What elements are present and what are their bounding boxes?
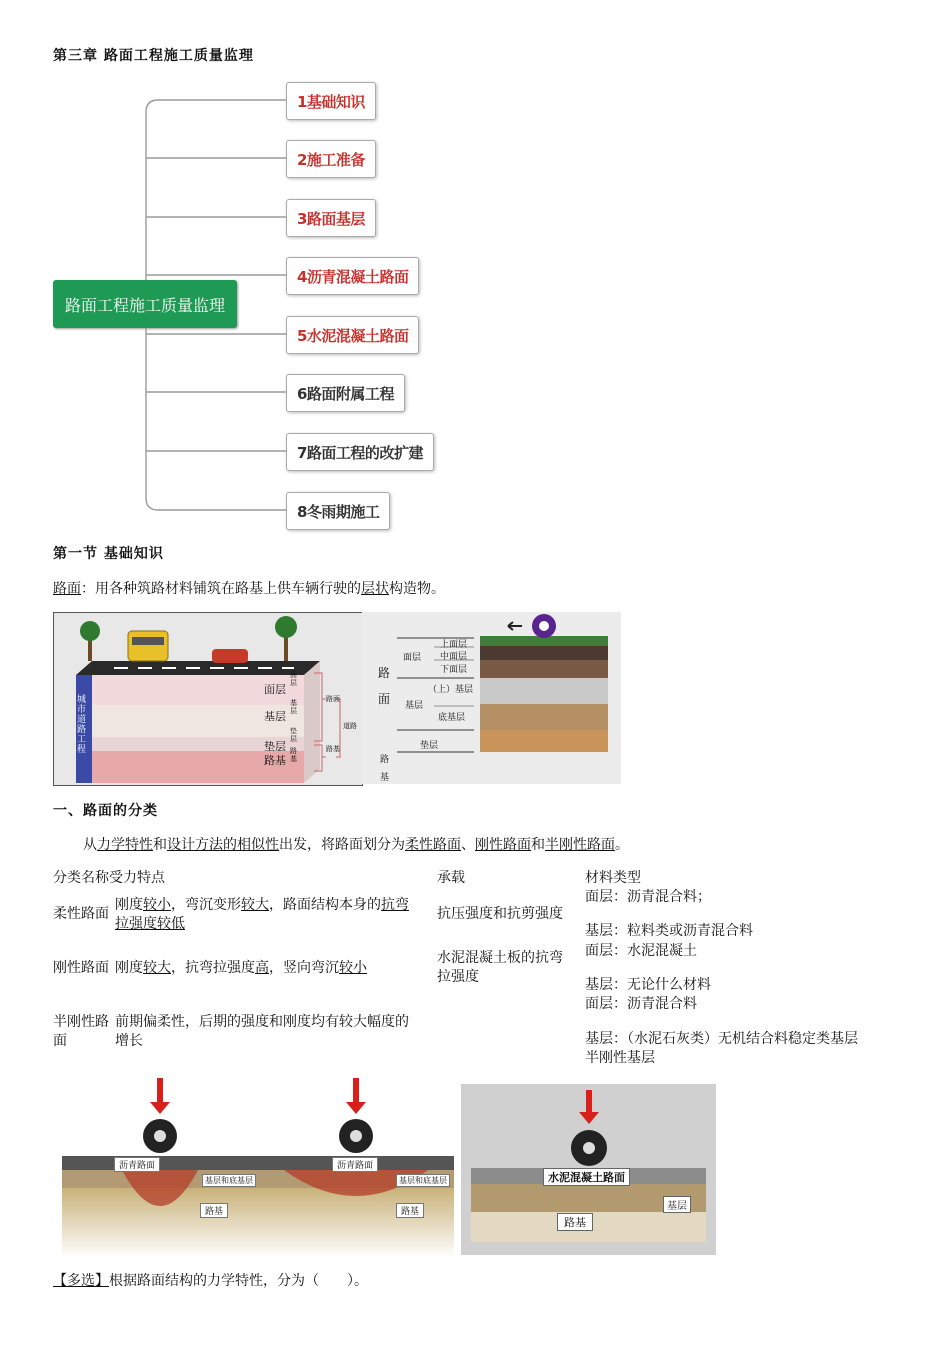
concrete-label: 水泥混凝土路面: [543, 1168, 630, 1186]
layer-section-figure: [362, 612, 621, 784]
table-header-material: 材料类型: [585, 870, 641, 886]
rigid-load: 水泥混凝土板的抗弯 拉强度: [437, 950, 563, 985]
mindmap-node-cement: 5水泥混凝土路面: [286, 316, 419, 354]
semi-rigid-feature: 前期偏柔性，后期的强度和刚度均有较大幅度的 增长: [115, 1014, 409, 1049]
asphalt-label-right: 沥青路面: [332, 1157, 378, 1172]
road-structure-figure: [53, 612, 363, 786]
small-label-surface: 面层: [290, 671, 297, 687]
surface-layer-top: 上面层: [440, 640, 468, 650]
flexible-name: 柔性路面: [53, 906, 109, 922]
rigid-material-base: 基层：无论什么材料: [585, 977, 711, 993]
mindmap-node-reconstruction: 7路面工程的改扩建: [286, 433, 434, 471]
flexible-material-surface: 面层：沥青混合料；: [585, 889, 711, 905]
big-label-base: 基: [380, 773, 390, 783]
concrete-base-label: 基层: [663, 1196, 691, 1213]
subgrade-label-left: 路基: [200, 1203, 228, 1218]
big-label-road-2: 路: [380, 755, 390, 765]
asphalt-label-left: 沥青路面: [114, 1157, 160, 1172]
small-label-base: 基层: [290, 699, 297, 715]
question-text: 根据路面结构的力学特性，分为（ ）。: [109, 1273, 368, 1289]
mindmap-node-winter-rain: 8冬雨期施工: [286, 492, 390, 530]
cushion-label: 垫层: [420, 741, 439, 751]
layer-label-subgrade: 路基: [264, 754, 286, 767]
semi-material-surface: 面层：沥青混合料: [585, 996, 697, 1012]
semi-material-base: 基层：（水泥石灰类）无机结合料稳定类基层: [585, 1031, 858, 1047]
mindmap-node-preparation: 2施工准备: [286, 140, 376, 178]
asphalt-deflection-figure: [62, 1072, 454, 1267]
mindmap-node-basics: 1基础知识: [286, 82, 376, 120]
question-line: [53, 1270, 368, 1290]
small-label-cushion: 垫层: [290, 727, 297, 743]
definition-term: 路面: [53, 581, 81, 597]
classification-heading: 一、路面的分类: [53, 803, 158, 819]
table-header-left: 分类名称受力特点: [53, 870, 165, 886]
bracket-label-subgrade: 路基: [326, 745, 340, 753]
rigid-feature: 刚度较大，抗弯拉强度高，竖向弯沉较小: [115, 960, 367, 976]
classification-intro: 从力学特性和设计方法的相似性出发，将路面划分为柔性路面、刚性路面和半刚性路面。: [83, 837, 629, 853]
base-layer-sub: 底基层: [438, 713, 466, 723]
road-side-label: 城市道路工程: [77, 695, 87, 755]
mindmap-root: 路面工程施工质量监理: [53, 280, 237, 328]
surface-layer-bottom: 下面层: [440, 665, 468, 675]
mindmap-connectors: [0, 0, 950, 540]
semi-rigid-name: 半刚性路 面: [53, 1014, 109, 1049]
table-header-load: 承载: [437, 870, 465, 886]
group-label-base: 基层: [405, 701, 424, 711]
bracket-label-road: 道路: [343, 722, 357, 730]
base-layer-upper: （上）基层: [428, 685, 474, 695]
flexible-load: 抗压强度和抗剪强度: [437, 906, 563, 922]
base-label-right: 基层和底基层: [396, 1174, 450, 1187]
mindmap-node-base-course: 3路面基层: [286, 199, 376, 237]
concrete-deflection-figure: [461, 1084, 716, 1255]
layer-label-surface: 面层: [264, 683, 286, 696]
mindmap-node-ancillary: 6路面附属工程: [286, 374, 405, 412]
semi-material-type: 半刚性基层: [585, 1050, 655, 1066]
chapter-title: 第三章 路面工程施工质量监理: [53, 48, 254, 64]
base-label-left: 基层和底基层: [202, 1174, 256, 1187]
big-label-road-1: 路: [378, 666, 391, 680]
group-label-surface: 面层: [403, 653, 422, 663]
layer-label-cushion: 垫层: [264, 740, 286, 753]
surface-layer-middle: 中面层: [440, 652, 468, 662]
flexible-material-base: 基层：粒料类或沥青混合料: [585, 923, 753, 939]
small-label-subgrade: 路基: [290, 747, 297, 763]
layer-label-base: 基层: [264, 710, 286, 723]
rigid-material-surface: 面层：水泥混凝土: [585, 943, 697, 959]
section-title: 第一节 基础知识: [53, 546, 164, 562]
concrete-subgrade-label: 路基: [557, 1213, 593, 1231]
flexible-feature: 刚度较小，弯沉变形较大，路面结构本身的抗弯 拉强度较低: [115, 897, 409, 932]
layer-section-drawing: [362, 612, 621, 784]
question-tag: 【多选】: [53, 1273, 109, 1289]
definition-paragraph: 路面：用各种筑路材料铺筑在路基上供车辆行驶的层状构造物。: [53, 581, 445, 597]
subgrade-label-right: 路基: [396, 1203, 424, 1218]
mindmap-node-asphalt: 4沥青混凝土路面: [286, 257, 419, 295]
rigid-name: 刚性路面: [53, 960, 109, 976]
definition-term2: 层状: [361, 581, 389, 597]
bracket-label-pavement: 路面: [326, 695, 340, 703]
big-label-surface: 面: [378, 692, 391, 706]
